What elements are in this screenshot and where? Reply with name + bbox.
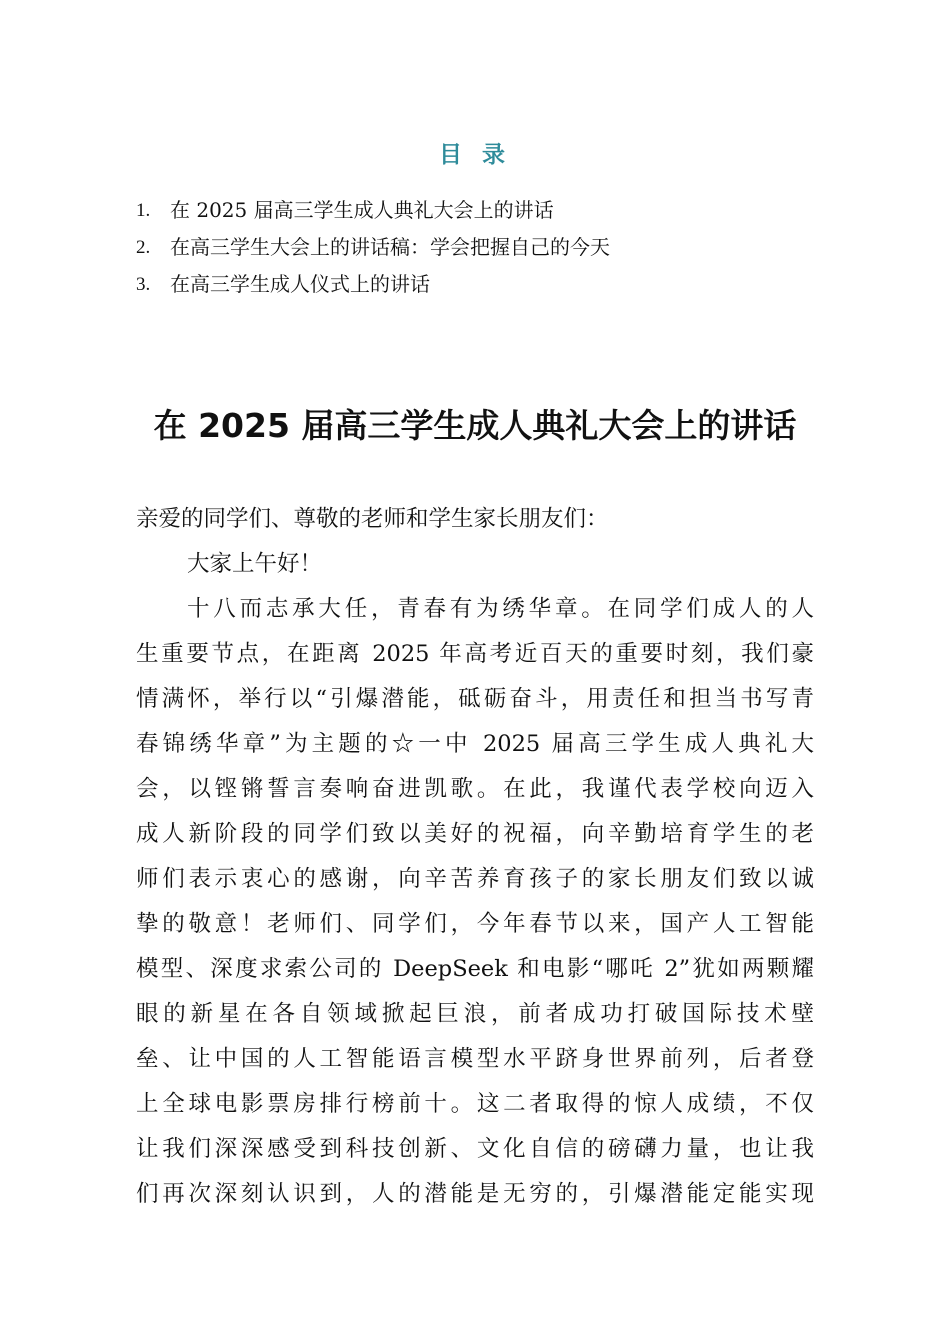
- body-line: 上全球电影票房排行榜前十。这二者取得的惊人成绩，不仅: [136, 1091, 814, 1117]
- toc-item[interactable]: [136, 266, 836, 303]
- toc-item-text[interactable]: 在高三学生成人仪式上的讲话: [170, 272, 430, 296]
- body-line: 让我们深深感受到科技创新、文化自信的磅礴力量，也让我: [136, 1136, 814, 1162]
- article-body: [136, 497, 814, 1217]
- body-line: 春锦绣华章”为主题的☆一中 2025 届高三学生成人典礼大: [136, 731, 814, 757]
- toc-item[interactable]: [136, 229, 836, 266]
- body-line: 情满怀，举行以“引爆潜能，砥砺奋斗，用责任和担当书写青: [136, 686, 814, 712]
- body-line: 生重要节点，在距离 2025 年高考近百天的重要时刻，我们豪: [136, 641, 814, 667]
- body-line: 模型、深度求索公司的 DeepSeek 和电影“哪吒 2”犹如两颗耀: [136, 956, 814, 982]
- body-line: 师们表示衷心的感谢，向辛苦养育孩子的家长朋友们致以诚: [136, 866, 814, 892]
- toc-list: [136, 192, 836, 303]
- body-line: 垒、让中国的人工智能语言模型水平跻身世界前列，后者登: [136, 1046, 814, 1072]
- toc-item-number: 2.: [136, 237, 151, 258]
- body-line: 会，以铿锵誓言奏响奋进凯歌。在此，我谨代表学校向迈入: [136, 776, 814, 802]
- body-line: 们再次深刻认识到，人的潜能是无穷的，引爆潜能定能实现: [136, 1181, 814, 1207]
- toc-item-text[interactable]: 在高三学生大会上的讲话稿：学会把握自己的今天: [170, 235, 610, 259]
- body-line: 十八而志承大任，青春有为绣华章。在同学们成人的人: [187, 596, 814, 622]
- toc-item[interactable]: [136, 192, 836, 229]
- toc-heading: 目 录: [438, 142, 511, 168]
- body-line: 成人新阶段的同学们致以美好的祝福，向辛勤培育学生的老: [136, 821, 814, 847]
- toc-item-number: 1.: [136, 200, 151, 221]
- toc-item-text[interactable]: 在 2025 届高三学生成人典礼大会上的讲话: [170, 198, 554, 222]
- body-line: 眼的新星在各自领域掀起巨浪，前者成功打破国际技术壁: [136, 1001, 814, 1027]
- body-line: 挚的敬意！老师们、同学们，今年春节以来，国产人工智能: [136, 911, 814, 937]
- greeting: 大家上午好！: [187, 551, 323, 577]
- toc-item-number: 3.: [136, 274, 151, 295]
- article-title: 在 2025 届高三学生成人典礼大会上的讲话: [153, 406, 797, 445]
- salutation: 亲爱的同学们、尊敬的老师和学生家长朋友们：: [136, 506, 609, 532]
